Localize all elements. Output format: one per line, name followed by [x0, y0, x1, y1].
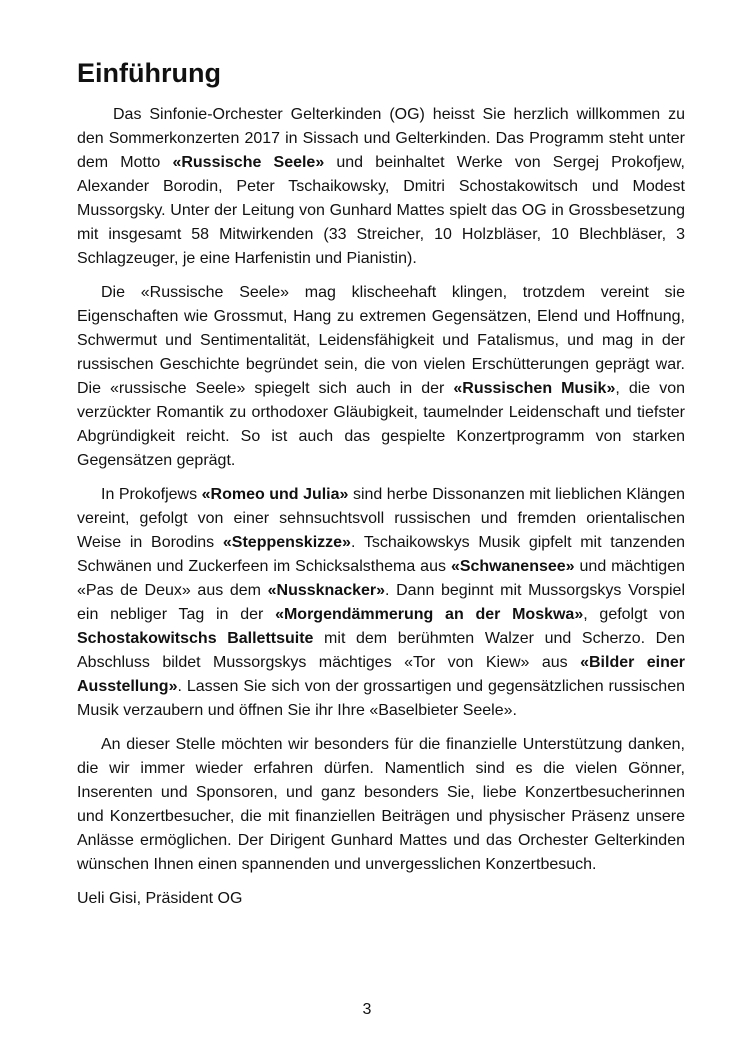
bold-text-run: «Russische Seele»	[172, 154, 325, 171]
text-run: . Tschaikowskys Musik gipfelt mit tanzenden Schwänen und Zuckerfeen im Schicksalsthema aus	[77, 534, 685, 575]
text-run: , gefolgt von	[583, 606, 685, 623]
text-run: An dieser Stelle möchten wir besonders für die finanzielle Unterstützung danken, die wir immer wieder erfahren dürfen. Namentlich sind es die vielen Gönner, Inserenten und Sponsoren, und ganz besonders Sie, liebe Konzertbesucherinnen und Konzertbesucher, die mit finanziellen Beiträgen und physischer Präsenz unsere Anlässe ermöglichen. Der Dirigent Gunhard Mattes und das Orchester Gelterkinden wünschen Ihnen einen spannenden und unvergesslichen Konzertbesuch.	[77, 736, 685, 873]
bold-text-run: «Romeo und Julia»	[201, 486, 349, 503]
bold-text-run: Schostakowitschs Ballettsuite	[77, 630, 314, 647]
signature: Ueli Gisi, Präsident OG	[77, 890, 243, 907]
page-number: 3	[362, 1001, 372, 1018]
paragraph-program	[77, 483, 685, 723]
text-run: . Lassen Sie sich von der grossartigen und gegensätzlichen russischen Musik verzaubern und öffnen Sie ihr Ihre «Baselbieter Seele».	[77, 678, 685, 719]
text-run: . Dann beginnt mit Mussorgskys Vorspiel ein nebliger Tag in der	[77, 582, 685, 623]
text-run: mit dem berühmten Walzer und Scherzo. Den Abschluss bildet Mussorgskys mächtiges «Tor von Kiew» aus	[77, 630, 685, 671]
bold-text-run: «Bilder einer Ausstellung»	[77, 654, 685, 695]
bold-text-run: «Schwanensee»	[450, 558, 575, 575]
text-run: sind herbe Dissonanzen mit lieblichen Klängen vereint, gefolgt von einer sehnsuchtsvoll russischen und fremden orientalischen Weise in Borodins	[77, 486, 686, 551]
bold-text-run: «Steppenskizze»	[222, 534, 351, 551]
text-run: Die «Russische Seele» mag klischeehaft klingen, trotzdem vereint sie Eigenschaften wie Grossmut, Hang zu extremen Gegensätzen, Elend und Hoffnung, Schwermut und Sentimentalität, Leidensfähigkeit und Fatalismus, und mag in der russischen Geschichte begründet sein, die von vielen Erschütterungen geprägt war. Die «russische Seele» spiegelt sich auch in der	[77, 284, 685, 397]
document-page	[77, 55, 685, 911]
bold-text-run: «Morgendämmerung an der Moskwa»	[275, 606, 584, 623]
paragraph-thanks	[77, 733, 685, 877]
text-run: , die von verzückter Romantik zu orthodoxer Gläubigkeit, taumelnder Leidenschaft und tiefster Abgründigkeit reicht. So ist auch das gespielte Konzertprogramm von starken Gegensätzen geprägt.	[77, 380, 685, 469]
text-run: In Prokofjews	[101, 486, 202, 503]
text-run: und mächtigen «Pas de Deux» aus dem	[77, 558, 685, 599]
text-run: Das Sinfonie-Orchester Gelterkinden (OG) heisst Sie herzlich willkommen zu den Sommerkonzerten 2017 in Sissach und Gelterkinden. Das Programm steht unter dem Motto	[77, 106, 685, 171]
text-run: und beinhaltet Werke von Sergej Prokofjew, Alexander Borodin, Peter Tschaikowsky, Dmitri Schostakowitsch und Modest Mussorgsky. Unter der Leitung von Gunhard Mattes spielt das OG in Grossbesetzung mit insgesamt 58 Mitwirkenden (33 Streicher, 10 Holzbläser, 10 Blechbläser, 3 Schlagzeuger, je eine Harfenistin und Pianistin).	[77, 154, 685, 267]
paragraph-russian-soul	[77, 281, 685, 473]
page-title: Einführung	[77, 58, 221, 88]
paragraph-introduction	[77, 103, 685, 271]
bold-text-run: «Nussknacker»	[267, 582, 386, 599]
bold-text-run: «Russischen Musik»	[453, 380, 616, 397]
